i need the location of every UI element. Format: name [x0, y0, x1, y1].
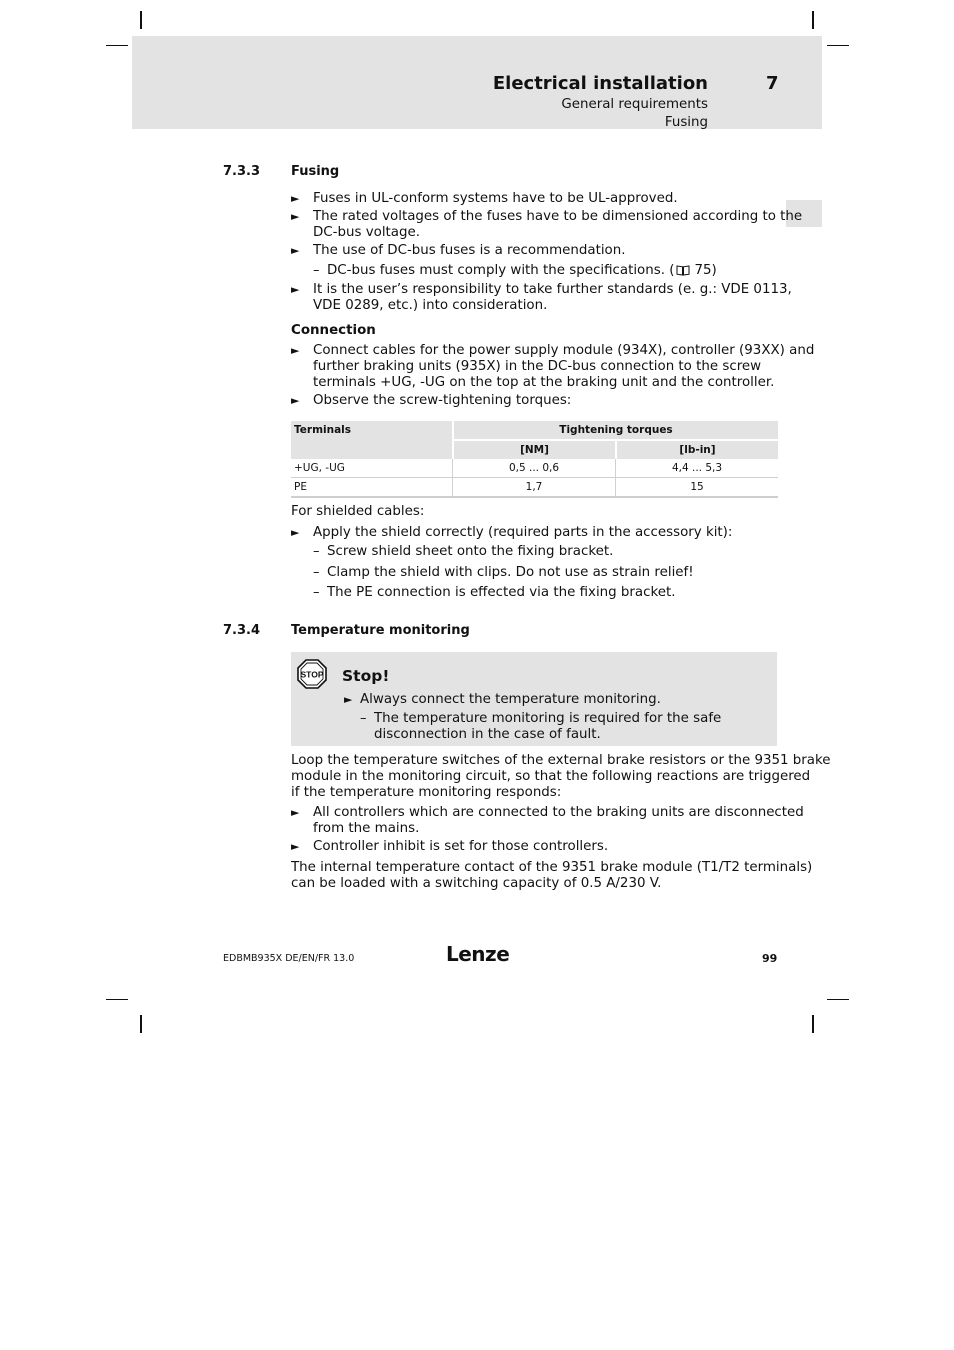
dash-icon: – [313, 263, 320, 278]
crop-mark [106, 45, 128, 46]
dash-icon: – [360, 711, 367, 726]
dash-icon: – [313, 565, 320, 580]
table-header-unit-lbin: [lb-in] [615, 441, 778, 459]
subheading-connection: Connection [291, 323, 376, 338]
bullet-icon: ► [291, 344, 300, 357]
table-header-row [291, 421, 778, 441]
list-item: further braking units (935X) in the DC-bus connection to the screw [313, 359, 762, 374]
section-number: 7.3.4 [223, 623, 261, 638]
list-item: DC-bus voltage. [313, 225, 421, 240]
page-number: 99 [762, 952, 778, 965]
sub-list-item [327, 263, 717, 281]
stop-sub-item: disconnection in the case of fault. [374, 727, 601, 742]
table-header-terminals: Terminals [291, 421, 452, 459]
bullet-icon: ► [291, 840, 300, 853]
sub-list-item: Clamp the shield with clips. Do not use as strain relief! [327, 565, 694, 580]
list-item: Observe the screw-tightening torques: [313, 393, 572, 408]
dash-icon: – [313, 544, 320, 559]
crop-mark [812, 11, 814, 29]
stop-sign-label: STOP [300, 669, 324, 680]
table-header-torques: Tightening torques [452, 421, 778, 441]
table-cell: 0,5 ... 0,6 [452, 459, 615, 478]
table-row [291, 478, 778, 498]
table-cell: 1,7 [452, 478, 615, 498]
page-subtitle: Fusing [664, 115, 708, 130]
list-item: All controllers which are connected to the braking units are disconnected [313, 805, 804, 820]
bullet-icon: ► [344, 693, 353, 706]
list-item: The use of DC-bus fuses is a recommendation. [313, 243, 626, 258]
crop-mark [812, 1015, 814, 1033]
table-header-unit-nm: [NM] [452, 441, 615, 459]
stop-list-item: Always connect the temperature monitoring. [360, 692, 661, 707]
section-number: 7.3.3 [223, 164, 261, 179]
page-subtitle: General requirements [561, 97, 708, 112]
list-item: Fuses in UL-conform systems have to be UL-approved. [313, 191, 678, 206]
sub-list-item-text: DC-bus fuses must comply with the specifications. ( [327, 263, 675, 278]
bullet-icon: ► [291, 283, 300, 296]
table-cell: +UG, -UG [291, 459, 452, 478]
page-reference: 75) [694, 263, 717, 278]
paragraph: can be loaded with a switching capacity of 0.5 A/230 V. [291, 876, 662, 891]
document-id: EDBMB935X DE/EN/FR 13.0 [223, 953, 355, 964]
crop-mark [140, 1015, 142, 1033]
table-cell: PE [291, 478, 452, 498]
section-title: Fusing [291, 164, 340, 179]
crop-mark [827, 45, 849, 46]
sub-list-item: Screw shield sheet onto the fixing bracket. [327, 544, 614, 559]
paragraph: For shielded cables: [291, 504, 425, 519]
list-item: terminals +UG, -UG on the top at the braking unit and the controller. [313, 375, 775, 390]
list-item: Apply the shield correctly (required parts in the accessory kit): [313, 525, 733, 540]
crop-mark [140, 11, 142, 29]
header-band [132, 36, 822, 129]
list-item: Connect cables for the power supply module (934X), controller (93XX) and [313, 343, 815, 358]
page-title: Electrical installation [492, 73, 708, 94]
bullet-icon: ► [291, 210, 300, 223]
paragraph: if the temperature monitoring responds: [291, 785, 562, 800]
section-title: Temperature monitoring [291, 623, 470, 638]
bullet-icon: ► [291, 244, 300, 257]
paragraph: module in the monitoring circuit, so that the following reactions are triggered [291, 769, 811, 784]
dash-icon: – [313, 585, 320, 600]
crop-mark [106, 999, 128, 1000]
list-item: VDE 0289, etc.) into consideration. [313, 298, 548, 313]
table-row [291, 459, 778, 478]
book-icon [676, 264, 690, 281]
stop-title: Stop! [342, 667, 390, 685]
bullet-icon: ► [291, 526, 300, 539]
crop-mark [827, 999, 849, 1000]
paragraph: Loop the temperature switches of the external brake resistors or the 9351 brake [291, 753, 831, 768]
stop-sub-item: The temperature monitoring is required for the safe [374, 711, 722, 726]
chapter-number: 7 [766, 73, 779, 94]
stop-sign-icon [297, 659, 325, 687]
list-item: Controller inhibit is set for those controllers. [313, 839, 609, 854]
table-cell: 15 [615, 478, 778, 498]
table-cell: 4,4 ... 5,3 [615, 459, 778, 478]
paragraph: The internal temperature contact of the 9351 brake module (T1/T2 terminals) [291, 860, 813, 875]
bullet-icon: ► [291, 192, 300, 205]
torque-table [291, 421, 778, 498]
list-item: It is the user’s responsibility to take further standards (e. g.: VDE 0113, [313, 282, 792, 297]
bullet-icon: ► [291, 394, 300, 407]
lenze-logo: Lenze [446, 942, 510, 966]
bullet-icon: ► [291, 806, 300, 819]
list-item: The rated voltages of the fuses have to be dimensioned according to the [313, 209, 803, 224]
sub-list-item: The PE connection is effected via the fixing bracket. [327, 585, 676, 600]
list-item: from the mains. [313, 821, 420, 836]
